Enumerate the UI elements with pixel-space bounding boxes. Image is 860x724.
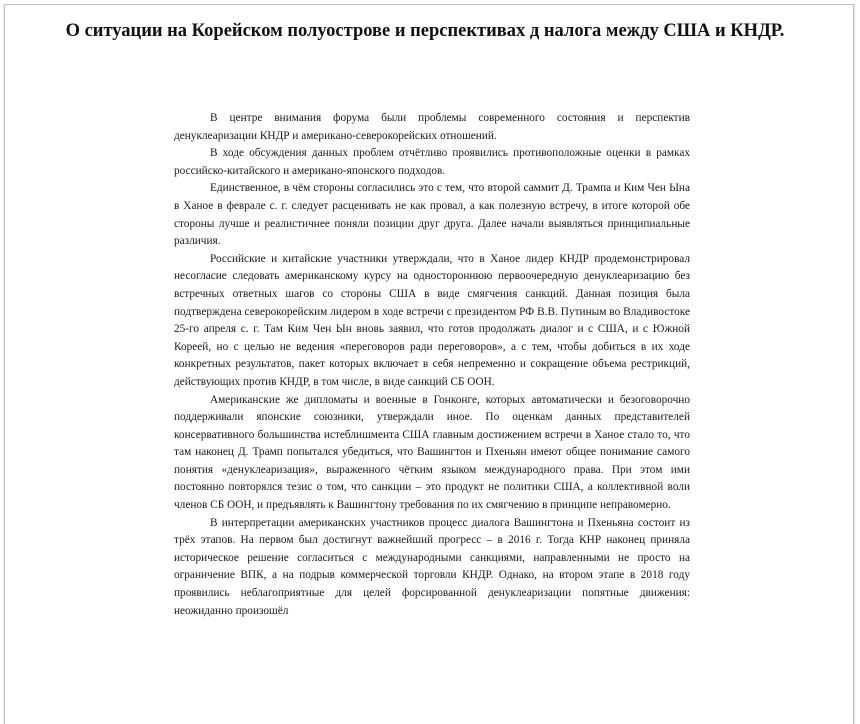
paragraph: В центре внимания форума были проблемы современного состояния и перспектив денуклеаризации КНДР и американо-северокорейских отношений.: [174, 112, 690, 142]
paragraph: Российские и китайские участники утверждали, что в Ханое лидер КНДР продемонстрировал несогласие следовать американскому курсу на одностороннюю первоочередную денуклеаризацию без встречных ответных шагов со стороны США в виде смягчения санкций. Данная позиция была подтверждена северокорейским лидером в ходе встречи с президентом РФ В.В. Путиным во Владивостоке 25-го апреля с. г. Там Ким Чен Ын вновь заявил, что готов продолжать диалог и с США, и с Южной Кореей, но с целью не ведения «переговоров ради переговоров», а с тем, чтобы добиться в их ходе конкретных результатов, пакет которых включает в себя непременно и сокращение объема рестрикций, действующих против КНДР, в том числе, в виде санкций СБ ООН.: [174, 252, 690, 388]
paragraph: Американские же дипломаты и военные в Гонконге, которых автоматически и безоговорочно поддерживали японские союзники, утверждали иное. По оценкам данных представителей консервативного большинства истеблишмента США главным достижением встречи в Ханое стало то, что там наконец Д. Трамп попытался убедиться, что Вашингтон и Пхеньян имеют общее понимание самого понятия «денуклеаризация», выраженного чётким языком международного права. При этом ими постоянно повторялся тезис о том, что санкции – это продукт не политики США, а коллективной воли членов СБ ООН, и предъявлять к Вашингтону требования по их смягчению в принципе неправомерно.: [174, 393, 690, 512]
document-body: [174, 110, 690, 620]
document-page: [4, 4, 854, 724]
paragraph: В интерпретации американских участников процесс диалога Вашингтона и Пхеньяна состоит из трёх этапов. На первом был достигнут важнейший прогресс – в 2016 г. Тогда КНР наконец приняла историческое решение согласиться с международными санкциями, направленными не просто на ограничение ВПК, а на подрыв коммерческой торговли КНДР. Однако, на втором этапе в 2018 году проявились неблагоприятные для целей форсированной денуклеаризации попятные движения: неожиданно произошёл: [174, 516, 690, 617]
paragraph: Единственное, в чём стороны согласились это с тем, что второй саммит Д. Трампа и Ким Чен Ына в Ханое в феврале с. г. следует расценивать не как провал, а как полезную встречу, в итоге которой обе стороны лучше и реалистичнее поняли позиции друг друга. Далее начали выявляться принципиальные различия.: [174, 182, 690, 248]
paragraph: В ходе обсуждения данных проблем отчётливо проявились противоположные оценки в рамках российско-китайского и американо-японского подходов.: [174, 147, 690, 177]
document-title: О ситуации на Корейском полуострове и перспективах д налога между США и КНДР.: [65, 21, 785, 41]
